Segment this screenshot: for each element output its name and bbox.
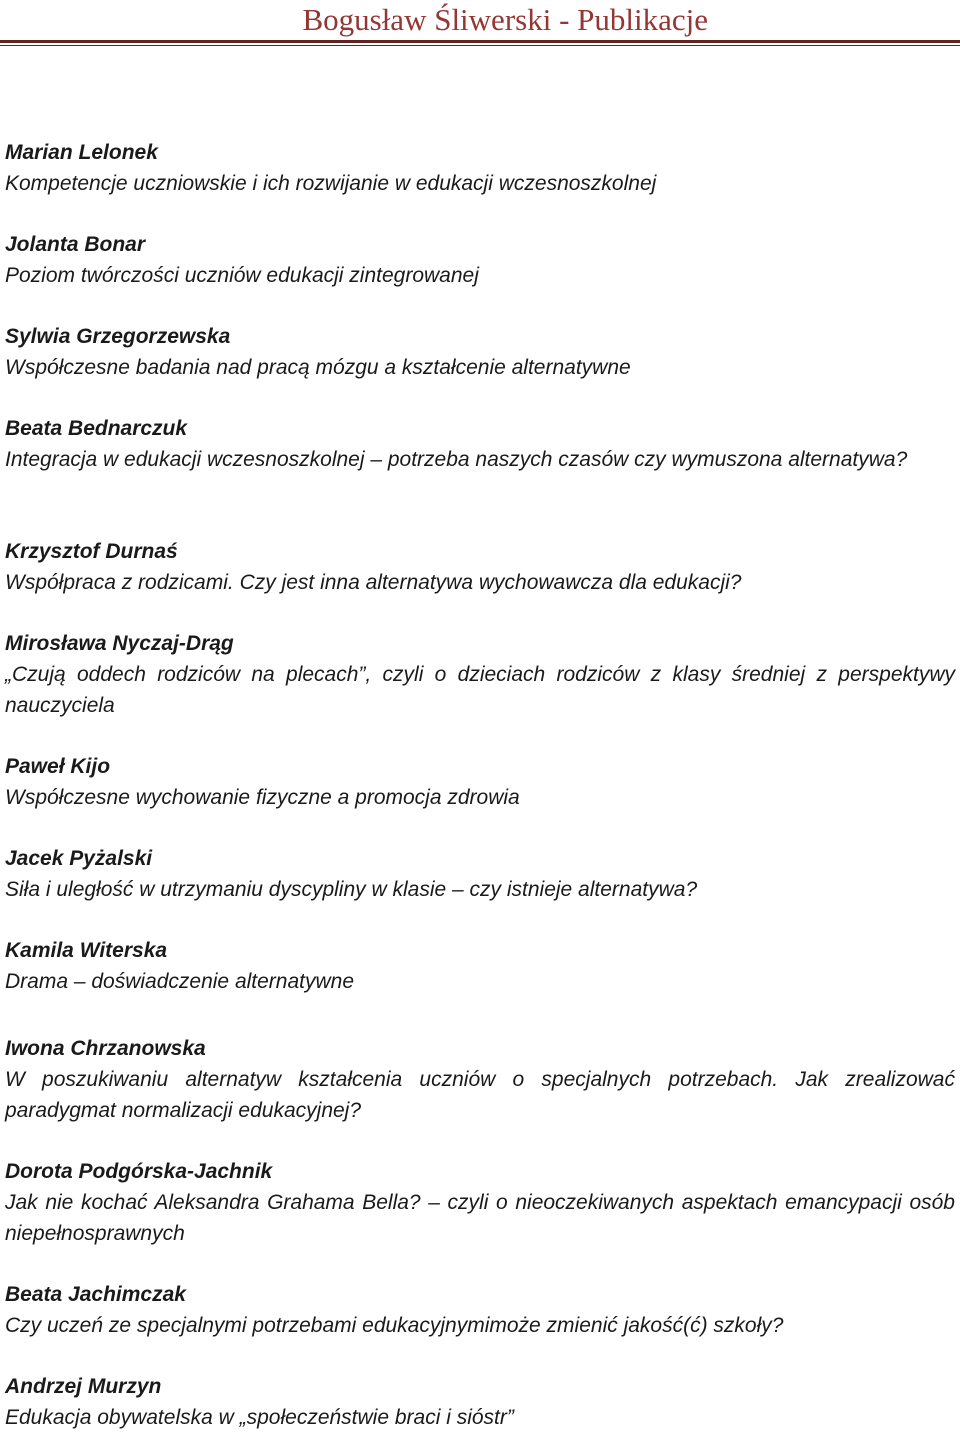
page-title: Bogusław Śliwerski - Publikacje bbox=[302, 2, 708, 37]
publication-entry bbox=[5, 536, 955, 598]
entry-author: Beata Jachimczak bbox=[5, 1283, 186, 1306]
entry-author: Sylwia Grzegorzewska bbox=[5, 325, 231, 348]
entry-title: Siła i uległość w utrzymaniu dyscypliny w klasie – czy istnieje alternatywa? bbox=[5, 878, 698, 901]
entry-title: Kompetencje uczniowskie i ich rozwijanie w edukacji wczesnoszkolnej bbox=[5, 172, 657, 195]
publication-entry bbox=[5, 229, 955, 291]
entry-title: Edukacja obywatelska w „społeczeństwie braci i sióstr” bbox=[5, 1406, 514, 1429]
publication-entry bbox=[5, 1156, 955, 1249]
entry-author: Krzysztof Durnaś bbox=[5, 540, 178, 563]
publication-entry bbox=[5, 1371, 955, 1433]
entry-author: Marian Lelonek bbox=[5, 141, 158, 164]
entry-title: Współczesne wychowanie fizyczne a promocja zdrowia bbox=[5, 786, 520, 809]
publication-entry bbox=[5, 1033, 955, 1126]
publication-entry bbox=[5, 843, 955, 905]
entry-author: Dorota Podgórska-Jachnik bbox=[5, 1160, 273, 1183]
entry-author: Andrzej Murzyn bbox=[5, 1375, 162, 1398]
entry-author: Paweł Kijo bbox=[5, 755, 111, 778]
publication-entry bbox=[5, 628, 955, 721]
publication-entry bbox=[5, 751, 955, 813]
entry-title: „Czują oddech rodziców na plecach”, czyli o dzieciach rodziców z klasy średniej z perspektywy nauczyciela bbox=[5, 663, 955, 717]
publication-entry bbox=[5, 413, 955, 475]
entry-author: Jacek Pyżalski bbox=[5, 847, 153, 870]
entry-title: W poszukiwaniu alternatyw kształcenia uczniów o specjalnych potrzebach. Jak zrealizować paradygmat normalizacji edukacyjnej? bbox=[5, 1068, 955, 1122]
header-divider-thin bbox=[0, 45, 960, 46]
publication-entry bbox=[5, 137, 955, 199]
entry-title: Poziom twórczości uczniów edukacji zintegrowanej bbox=[5, 264, 479, 287]
publication-entry bbox=[5, 321, 955, 383]
entry-title: Współczesne badania nad pracą mózgu a kształcenie alternatywne bbox=[5, 356, 631, 379]
page-header bbox=[0, 0, 960, 52]
entry-author: Iwona Chrzanowska bbox=[5, 1037, 206, 1060]
publication-entry bbox=[5, 935, 955, 997]
entry-author: Jolanta Bonar bbox=[5, 233, 146, 256]
entry-author: Beata Bednarczuk bbox=[5, 417, 188, 440]
entry-title: Czy uczeń ze specjalnymi potrzebami edukacyjnymimoże zmienić jakość(ć) szkoły? bbox=[5, 1314, 784, 1337]
publication-entry bbox=[5, 1279, 955, 1341]
entry-title: Integracja w edukacji wczesnoszkolnej – potrzeba naszych czasów czy wymuszona alternatywa? bbox=[5, 448, 908, 471]
entry-author: Mirosława Nyczaj-Drąg bbox=[5, 632, 234, 655]
entry-title: Drama – doświadczenie alternatywne bbox=[5, 970, 355, 993]
entry-title: Współpraca z rodzicami. Czy jest inna alternatywa wychowawcza dla edukacji? bbox=[5, 571, 742, 594]
entry-title: Jak nie kochać Aleksandra Grahama Bella? – czyli o nieoczekiwanych aspektach emancypacji osób niepełnosprawnych bbox=[5, 1191, 955, 1245]
header-divider bbox=[0, 40, 960, 43]
entry-author: Kamila Witerska bbox=[5, 939, 168, 962]
